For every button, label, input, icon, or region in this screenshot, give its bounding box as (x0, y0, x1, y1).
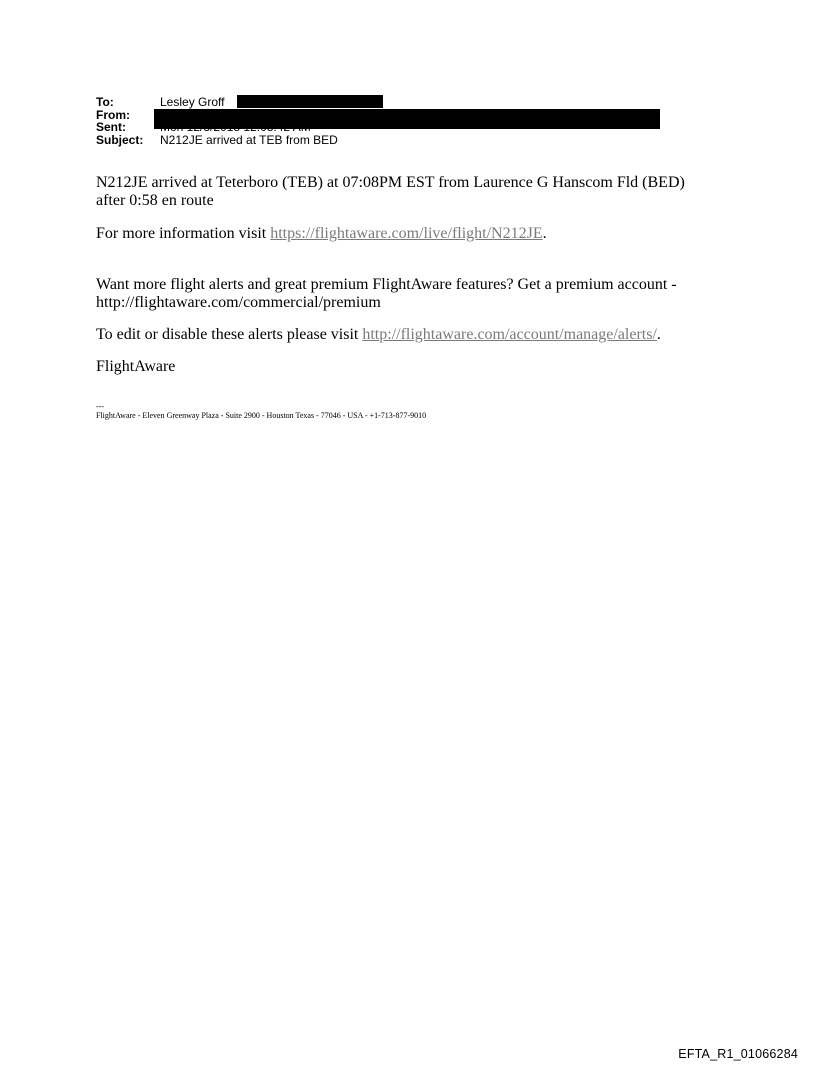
from-label: From: (96, 107, 130, 122)
to-label: To: (96, 95, 114, 109)
more-info-prefix: For more information visit (96, 225, 271, 242)
to-value: Lesley Groff (160, 95, 225, 109)
email-body (96, 174, 716, 376)
more-info-suffix: . (542, 225, 547, 242)
manage-alerts-link[interactable]: http://flightaware.com/account/manage/alerts/ (362, 326, 657, 343)
flight-tracking-link[interactable]: https://flightaware.com/live/flight/N212JE (270, 225, 543, 242)
more-info-line (96, 225, 716, 243)
sent-label: Sent: (96, 120, 126, 134)
edit-alerts-suffix: . (656, 326, 661, 343)
premium-offer-text: Want more flight alerts and great premium FlightAware features? Get a premium account - http://flightaware.com/commercial/premium (96, 276, 677, 311)
to-redaction-bar (237, 95, 383, 108)
document-id: EFTA_R1_01066284 (678, 1047, 798, 1061)
edit-alerts-prefix: To edit or disable these alerts please visit (96, 326, 363, 343)
edit-alerts-line (96, 326, 716, 344)
subject-label: Subject: (96, 132, 144, 147)
footer-address: FlightAware - Eleven Greenway Plaza - Suite 2900 - Houston Texas - 77046 - USA - +1-713-877-9010 (96, 411, 427, 420)
subject-value: N212JE arrived at TEB from BED (160, 132, 338, 147)
signature: FlightAware (96, 358, 176, 375)
arrival-message: N212JE arrived at Teterboro (TEB) at 07:08PM EST from Laurence G Hanscom Fld (BED) after 0:58 en route (96, 174, 685, 209)
email-footer (96, 402, 426, 420)
footer-separator: --- (96, 402, 104, 411)
from-redaction-bar (154, 109, 660, 129)
